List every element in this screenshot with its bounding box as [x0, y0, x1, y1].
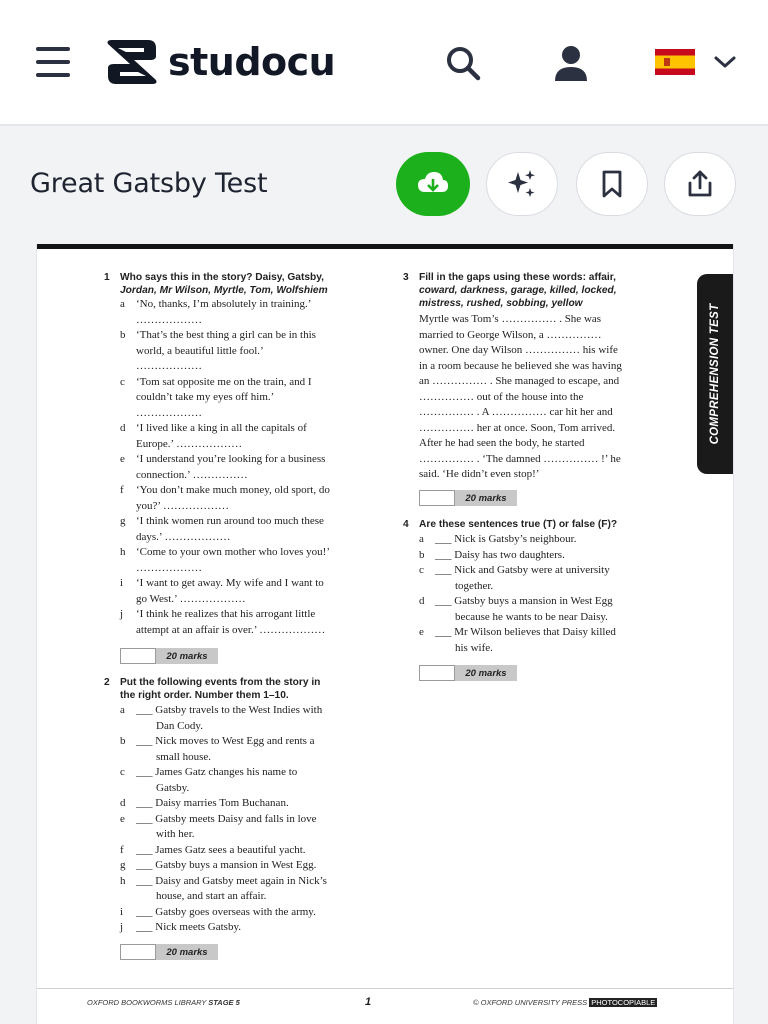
item-line: with her.: [156, 828, 195, 840]
studocu-logo[interactable]: [104, 36, 335, 88]
list-item: [120, 576, 386, 607]
chevron-down-icon[interactable]: [710, 48, 740, 76]
list-item: [120, 328, 386, 375]
list-item: [419, 563, 685, 594]
list-item: [120, 843, 386, 859]
document-page[interactable]: [36, 244, 734, 1024]
spain-flag-icon[interactable]: [654, 48, 696, 76]
item-line: connection.’ ……………: [136, 468, 248, 481]
paragraph-line: …………… . A …………… car hit her and: [419, 406, 613, 418]
marks-label: 20 marks: [455, 490, 517, 506]
item-line: Dan Cody.: [156, 719, 203, 732]
item-line: together.: [455, 579, 494, 592]
list-item: [120, 703, 386, 734]
list-item: [120, 483, 386, 514]
item-letter: i: [120, 577, 124, 589]
item-line: ………………: [136, 561, 202, 574]
item-line: ‘No, thanks, I’m absolutely in training.’: [136, 298, 312, 310]
item-line: ___ Gatsby meets Daisy and falls in love: [136, 812, 317, 825]
paragraph-line: owner. One day Wilson …………… his wife: [419, 344, 618, 356]
brand-name: studocu: [168, 40, 336, 84]
marks-label: 20 marks: [455, 665, 517, 681]
top-navigation-bar: [0, 0, 768, 126]
list-item: [419, 548, 685, 564]
list-item: [120, 452, 386, 483]
item-line: ‘I lived like a king in all the capitals of: [136, 422, 307, 434]
item-letter: d: [120, 422, 126, 434]
paragraph-line: said. ‘He didn’t even stop!’: [419, 468, 540, 480]
list-item: [419, 625, 685, 656]
item-letter: c: [120, 375, 125, 388]
hamburger-icon[interactable]: [36, 47, 70, 77]
marks-score-box[interactable]: [419, 490, 455, 506]
item-line: ___ Daisy has two daughters.: [435, 548, 565, 561]
section-3-marks: [419, 490, 517, 506]
item-letter: e: [120, 453, 125, 465]
bookmark-button[interactable]: [576, 152, 648, 216]
heading-line: mistress, rushed, sobbing, yellow: [419, 298, 583, 309]
list-item: [120, 920, 386, 936]
list-item: [120, 812, 386, 843]
item-letter: b: [419, 548, 425, 561]
footer-series: [87, 998, 240, 1007]
item-letter: a: [419, 533, 424, 545]
heading-line: coward, darkness, garage, killed, locked,: [419, 285, 617, 296]
item-line: Europe.’ ………………: [136, 437, 243, 450]
item-line: ………………: [136, 360, 202, 372]
list-item: [120, 297, 386, 328]
download-button[interactable]: [396, 152, 470, 216]
item-letter: f: [120, 484, 124, 496]
item-letter: b: [120, 735, 126, 747]
item-letter: b: [120, 329, 126, 341]
heading-line: the right order. Number them 1–10.: [120, 690, 289, 701]
list-item: [120, 858, 386, 874]
item-line: house, and start an affair.: [156, 890, 267, 902]
item-line: ___ Nick is Gatsby’s neighbour.: [435, 533, 577, 545]
section-1-marks: [120, 648, 218, 664]
footer-copyright: [473, 998, 657, 1007]
item-letter: g: [120, 859, 126, 871]
item-line: ___ Nick and Gatsby were at university: [435, 564, 610, 576]
section-number: 2: [104, 677, 110, 688]
footer-rule: [37, 988, 733, 989]
item-line: you?’ ………………: [136, 499, 229, 512]
copyright-text: © OXFORD UNIVERSITY PRESS: [473, 998, 588, 1007]
heading-line: Put the following events from the story in: [120, 677, 321, 688]
heading-line: Are these sentences true (T) or false (F)?: [419, 519, 618, 530]
heading-line: Who says this in the story? Daisy, Gatsby,: [120, 272, 324, 283]
marks-label: 20 marks: [156, 944, 218, 960]
paragraph-line: an …………… . She managed to escape, and: [419, 375, 620, 387]
item-line: ___ Mr Wilson believes that Daisy killed: [435, 626, 616, 638]
item-line: ___ Gatsby buys a mansion in West Egg: [435, 595, 613, 607]
paragraph-line: …………… her at once. Soon, Tom arrived.: [419, 421, 616, 434]
section-2-heading: [104, 676, 380, 702]
item-letter: c: [419, 564, 424, 576]
document-content: [37, 244, 733, 1024]
item-line: ‘You don’t make much money, old sport, do: [136, 484, 330, 496]
stage-label: STAGE 5: [208, 998, 240, 1007]
list-item: [419, 532, 685, 548]
item-line: ‘That’s the best thing a girl can be in this: [136, 329, 316, 341]
heading-line: Fill in the gaps using these words: affair,: [419, 272, 616, 283]
item-letter: d: [419, 595, 425, 607]
side-tab-label: COMPREHENSION TEST: [709, 303, 721, 445]
heading-line: Jordan, Mr Wilson, Myrtle, Tom, Wolfshiem: [120, 285, 328, 296]
document-title-bar: [0, 126, 768, 244]
item-line: ___ Nick meets Gatsby.: [136, 921, 241, 933]
list-item: [120, 905, 386, 921]
item-letter: j: [120, 608, 124, 620]
photocopiable-badge: PHOTOCOPIABLE: [591, 998, 656, 1007]
item-letter: h: [120, 546, 126, 558]
item-line: ___ Daisy marries Tom Buchanan.: [136, 797, 289, 809]
sparkles-icon: [506, 168, 538, 200]
item-line: ___ Daisy and Gatsby meet again in Nick’s: [136, 874, 327, 887]
section-number: 4: [403, 519, 409, 530]
list-item: [120, 765, 386, 796]
paragraph-line: Myrtle was Tom’s …………… . She was: [419, 313, 602, 325]
item-line: days.’ ………………: [136, 530, 231, 543]
item-line: ___ Gatsby travels to the West Indies with: [136, 704, 323, 716]
item-letter: j: [120, 921, 124, 933]
section-number: 3: [403, 272, 409, 283]
section-3-heading: [403, 271, 669, 310]
list-item: [120, 607, 386, 638]
paragraph-line: …………… out of the house into the: [419, 390, 584, 403]
paragraph-line: in a room because he believed she was having: [419, 359, 622, 372]
list-item: [120, 796, 386, 812]
share-button[interactable]: [664, 152, 736, 216]
item-line: ‘I think women run around too much these: [136, 515, 324, 527]
ai-assistant-button[interactable]: [486, 152, 558, 216]
item-line: because he wants to be near Daisy.: [455, 610, 608, 623]
section-4-marks: [419, 665, 517, 681]
item-letter: e: [120, 812, 125, 825]
marks-label: 20 marks: [156, 648, 218, 664]
item-line: small house.: [156, 750, 211, 763]
item-line: ‘I understand you’re looking for a business: [136, 453, 326, 465]
page-number: 1: [365, 996, 372, 1008]
share-icon: [685, 169, 715, 199]
list-item: [120, 514, 386, 545]
item-letter: h: [120, 874, 126, 887]
item-line: ___ Gatsby buys a mansion in West Egg.: [136, 859, 317, 871]
item-line: Gatsby.: [156, 781, 190, 794]
search-icon[interactable]: [440, 40, 486, 86]
item-line: go West.’ ………………: [136, 592, 246, 605]
item-letter: e: [419, 626, 424, 638]
comprehension-test-tab: [697, 274, 733, 474]
list-item: [120, 874, 386, 905]
marks-score-box[interactable]: [120, 944, 156, 960]
series-name: OXFORD BOOKWORMS LIBRARY: [87, 998, 207, 1007]
item-line: ‘Come to your own mother who loves you!’: [136, 546, 330, 558]
item-letter: f: [120, 843, 124, 856]
item-letter: g: [120, 515, 126, 527]
item-line: ___ James Gatz changes his name to: [136, 766, 298, 778]
item-line: ‘Tom sat opposite me on the train, and I: [136, 375, 312, 388]
item-line: ………………: [136, 313, 202, 326]
item-line: ………………: [136, 406, 202, 419]
document-title: Great Gatsby Test: [30, 168, 268, 199]
item-line: attempt at an affair is over.’ ………………: [136, 623, 326, 636]
download-icon: [416, 170, 450, 198]
marks-score-box[interactable]: [120, 648, 156, 664]
studocu-logo-mark: [104, 36, 160, 88]
item-line: ___ Nick moves to West Egg and rents a: [136, 735, 315, 747]
item-line: his wife.: [455, 641, 493, 654]
list-item: [120, 375, 386, 422]
marks-score-box[interactable]: [419, 665, 455, 681]
paragraph-line: married to George Wilson, a ……………: [419, 328, 602, 341]
item-line: ‘I think he realizes that his arrogant little: [136, 608, 316, 620]
item-letter: c: [120, 766, 125, 778]
list-item: [120, 421, 386, 452]
list-item: [419, 594, 685, 625]
section-2-marks: [120, 944, 218, 960]
paragraph-line: …………… . ‘The damned …………… !’ he: [419, 452, 621, 465]
item-letter: a: [120, 704, 125, 716]
item-line: world, a beautiful little fool.’: [136, 344, 264, 357]
item-letter: a: [120, 298, 125, 310]
user-icon[interactable]: [548, 40, 594, 86]
item-line: ‘I want to get away. My wife and I want to: [136, 577, 324, 589]
item-line: ___ James Gatz sees a beautiful yacht.: [136, 843, 306, 856]
bookmark-icon: [600, 169, 624, 199]
item-line: ___ Gatsby goes overseas with the army.: [136, 905, 316, 918]
section-4-heading: [403, 518, 669, 531]
item-letter: d: [120, 797, 126, 809]
paragraph-line: After he had seen the body, he started: [419, 437, 585, 449]
section-number: 1: [104, 272, 110, 283]
section-1-heading: [104, 271, 380, 297]
list-item: [120, 734, 386, 765]
item-letter: i: [120, 905, 124, 918]
item-line: couldn’t take my eyes off him.’: [136, 391, 275, 403]
list-item: [120, 545, 386, 576]
